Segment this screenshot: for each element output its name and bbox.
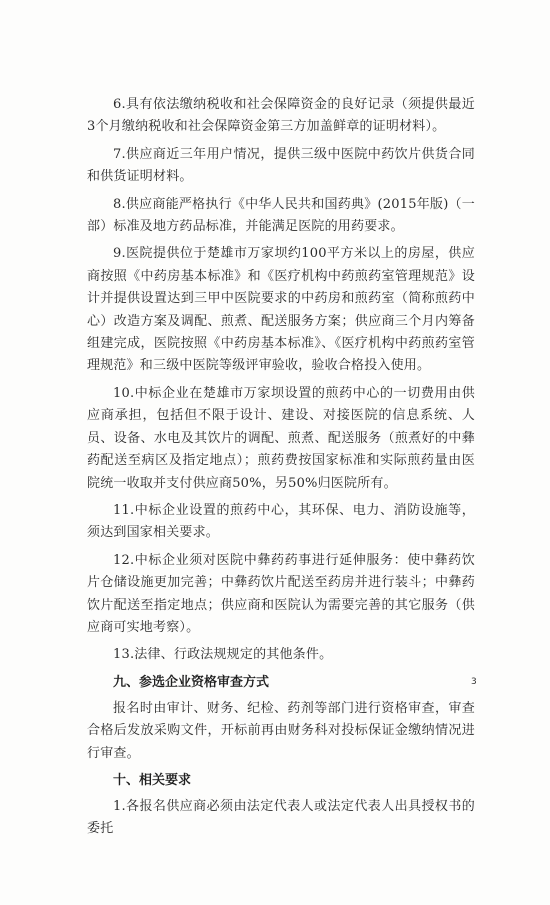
related-requirement-item-1: 1.各报名供应商必须由法定代表人或法定代表人出具授权书的委托 xyxy=(87,798,475,837)
requirement-item-9: 9.医院提供位于楚雄市万家坝约100平方米以上的房屋，供应商按照《中药房基本标准》和《医疗机构中药煎药室管理规范》设计并提供设置达到三甲中医院要求的中药房和煎药室（简称煎药中心）改造方案及调配、煎煮、配送服务方案；供应商三个月内筹备组建完成，医院按照《中药房基本标准》、《医疗机构中药煎药室管理规范》和三级中医院等级评审验收，验收合格投入使用。 xyxy=(87,246,475,374)
requirement-item-12: 12.中标企业须对医院中彝药药事进行延伸服务：使中彝药饮片仓储设施更加完善；中彝药饮片配送至药房并进行装斗；中彝药饮片配送至指定地点；供应商和医院认为需要完善的其它服务（供应商可实地考察）。 xyxy=(87,552,475,635)
qualification-review-text: 报名时由审计、财务、纪检、药剂等部门进行资格审查，审查合格后发放采购文件，开标前再由财务科对投标保证金缴纳情况进行审查。 xyxy=(87,700,475,761)
requirement-item-10: 10.中标企业在楚雄市万家坝设置的煎药中心的一切费用由供应商承担，包括但不限于设计、建设、对接医院的信息系统、人员、设备、水电及其饮片的调配、煎煮、配送服务（煎煮好的中彝药配送至病区及指定地点）；煎药费按国家标准和实际煎药量由医院统一收取并支付供应商50%，另50%归医院所有。 xyxy=(87,385,475,491)
requirement-item-8: 8.供应商能严格执行《中华人民共和国药典》(2015年版)（一部）标准及地方药品标准，并能满足医院的用药要求。 xyxy=(87,196,475,235)
section-heading-qualification-review: 九、参选企业资格审查方式 xyxy=(113,674,270,690)
requirement-item-7: 7.供应商近三年用户情况，提供三级中医院中药饮片供货合同和供货证明材料。 xyxy=(87,146,475,185)
document-body xyxy=(87,94,475,846)
section-heading-related-requirements: 十、相关要求 xyxy=(113,772,192,788)
requirement-item-6: 6.具有依法缴纳税收和社会保障资金的良好记录（须提供最近3个月缴纳税收和社会保障资金第三方加盖鲜章的证明材料）。 xyxy=(87,97,475,135)
requirement-item-11: 11.中标企业设置的煎药中心，其环保、电力、消防设施等，须达到国家相关要求。 xyxy=(87,502,475,541)
page-number: 3 xyxy=(471,677,477,687)
requirement-item-13: 13.法律、行政法规规定的其他条件。 xyxy=(113,647,333,663)
